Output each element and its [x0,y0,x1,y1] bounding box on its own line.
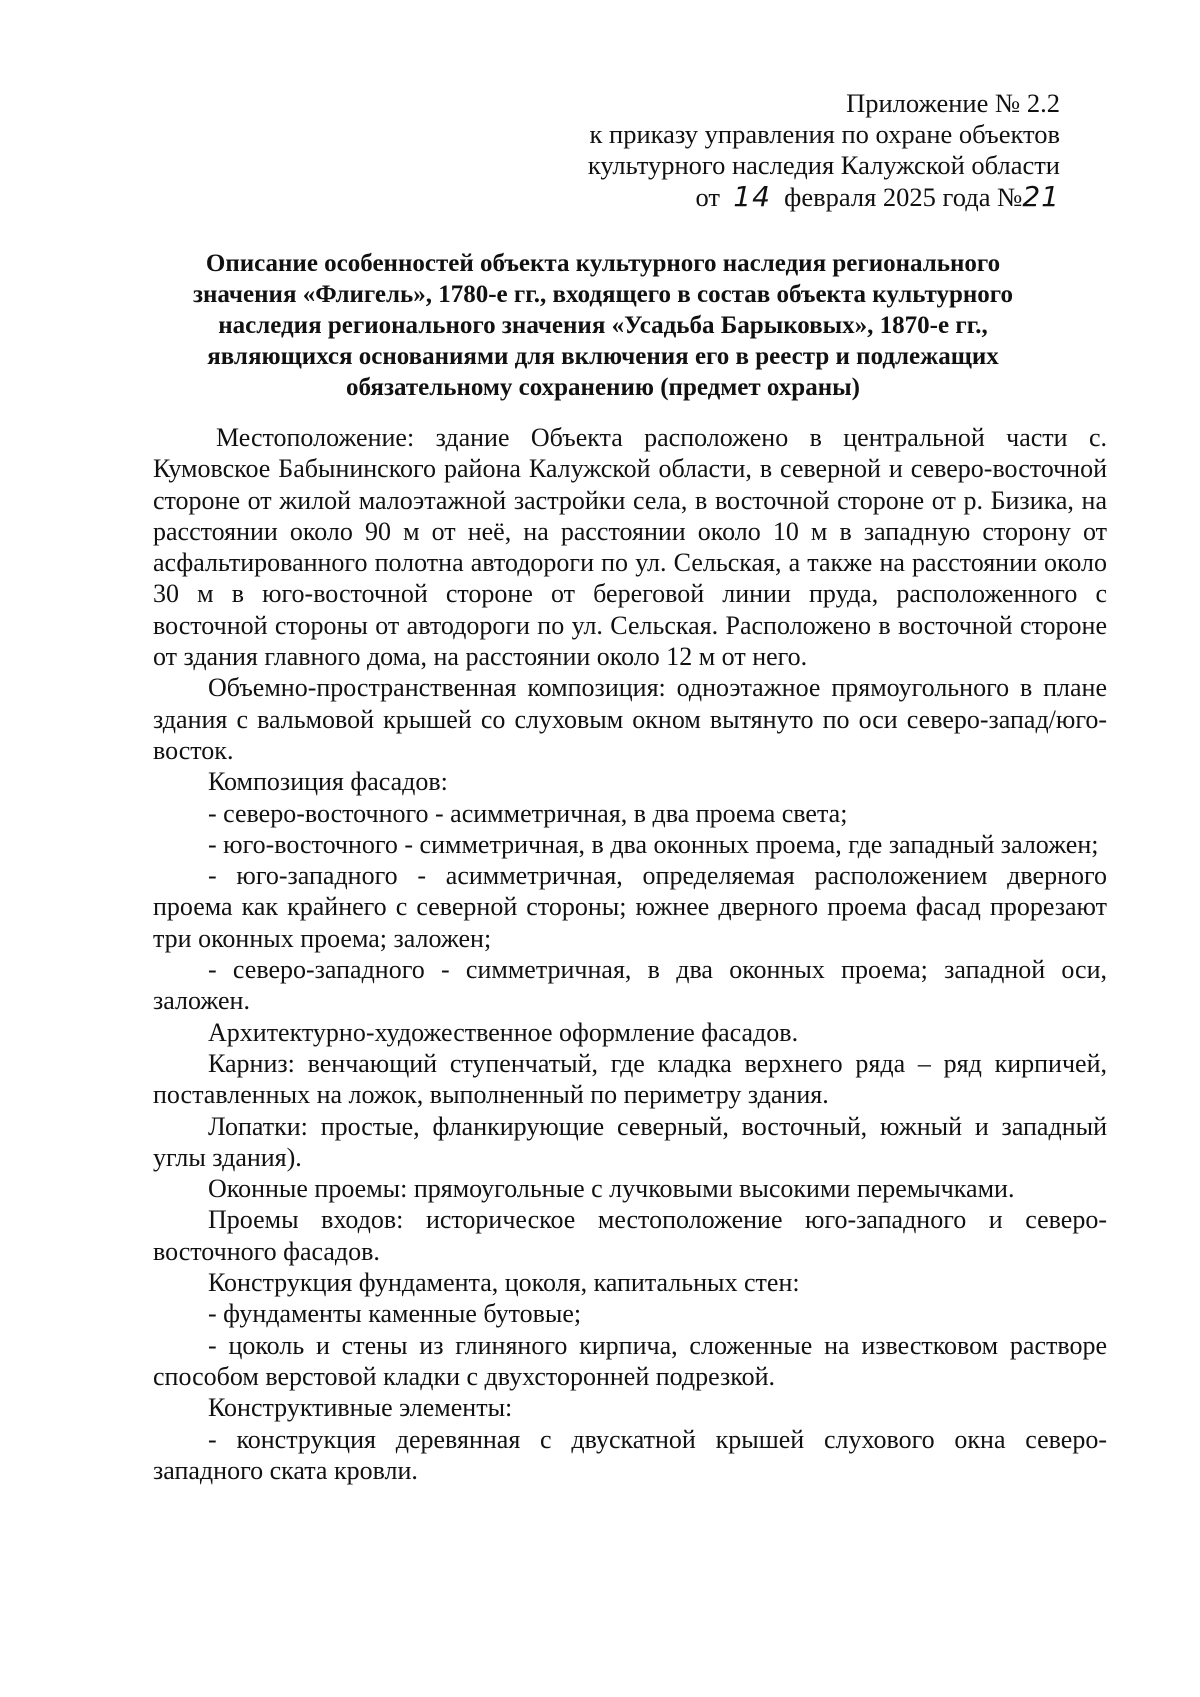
title-line-4: являющихся основаниями для включения его в реестр и подлежащих [207,343,999,370]
elements-heading: Конструктивные элементы: [208,1393,513,1423]
appendix-number: Приложение № 2.2 [846,88,1060,118]
facade-northeast: - северо-восточного - асимметричная, в два проема света; [208,798,848,828]
date-text: февраля 2025 года № [784,182,1023,212]
windows-paragraph: Оконные проемы: прямоугольные с лучковыми высокими перемычками. [208,1174,1015,1204]
title-line-3: наследия регионального значения «Усадьба Барыковых», 1870-е гг., [218,312,988,339]
construction-heading: Конструкция фундамента, цоколя, капитальных стен: [208,1268,800,1298]
document-body [153,422,1107,1486]
facades-heading: Композиция фасадов: [208,767,448,797]
order-date-line [588,181,1060,213]
volume-paragraph: Объемно-пространственная композиция: одноэтажное прямоугольного в плане здания с вальмовой крышей со слуховым окном вытянуто по оси северо-запад/юго-восток. [153,673,1107,765]
document-title [150,248,1056,403]
title-line-5: обязательному сохранению (предмет охраны) [346,374,860,401]
handwritten-day: 14 [733,180,771,213]
authority-name: культурного наследия Калужской области [587,150,1060,180]
handwritten-order-number: 21 [1022,180,1060,213]
facade-southeast: - юго-восточного - симметричная, в два оконных проема, где западный заложен; [208,829,1099,859]
location-paragraph: Местоположение: здание Объекта расположено в центральной части с. Кумовское Бабынинского района Калужской области, в северной и северо-восточной стороне от жилой малоэтажной застройки села, в восточной стороне от р. Бизика, на расстоянии около 90 м от неё, на расстоянии около 10 м в западную сторону от асфальтированного полотна автодороги по ул. Сельская, а также на расстоянии около 30 м в юго-восточной стороне от береговой линии пруда, расположенного с восточной стороны от автодороги по ул. Сельская. Расположено в восточной стороне от здания главного дома, на расстоянии около 12 м от него. [153,423,1107,672]
pilasters-paragraph: Лопатки: простые, фланкирующие северный, восточный, южный и западный углы здания). [153,1111,1107,1172]
order-reference: к приказу управления по охране объектов [589,119,1060,149]
architecture-heading: Архитектурно-художественное оформление фасадов. [208,1017,799,1047]
foundations-item: - фундаменты каменные бутовые; [208,1299,582,1329]
title-line-2: значения «Флигель», 1780-е гг., входящего в состав объекта культурного [192,281,1014,308]
entrances-paragraph: Проемы входов: историческое местоположение юго-западного и северо-восточного фасадов. [153,1205,1107,1266]
facade-southwest: - юго-западного - асимметричная, определяемая расположением дверного проема как крайнего с северной стороны; южнее дверного проема фасад прорезают три оконных проема; заложен; [153,861,1107,953]
facade-northwest: - северо-западного - симметричная, в два оконных проема; западной оси, заложен. [153,955,1107,1016]
cornice-paragraph: Карниз: венчающий ступенчатый, где кладка верхнего ряда – ряд кирпичей, поставленных на ложок, выполненный по периметру здания. [153,1048,1107,1110]
roof-item: - конструкция деревянная с двускатной крышей слухового окна северо-западного ската кровли. [153,1424,1107,1485]
title-line-1: Описание особенностей объекта культурного наследия регионального [205,250,1001,277]
date-prefix: от [695,182,721,212]
walls-item: - цоколь и стены из глиняного кирпича, сложенные на известковом растворе способом верстовой кладки с двухсторонней подрезкой. [153,1330,1107,1391]
appendix-header [588,88,1060,213]
